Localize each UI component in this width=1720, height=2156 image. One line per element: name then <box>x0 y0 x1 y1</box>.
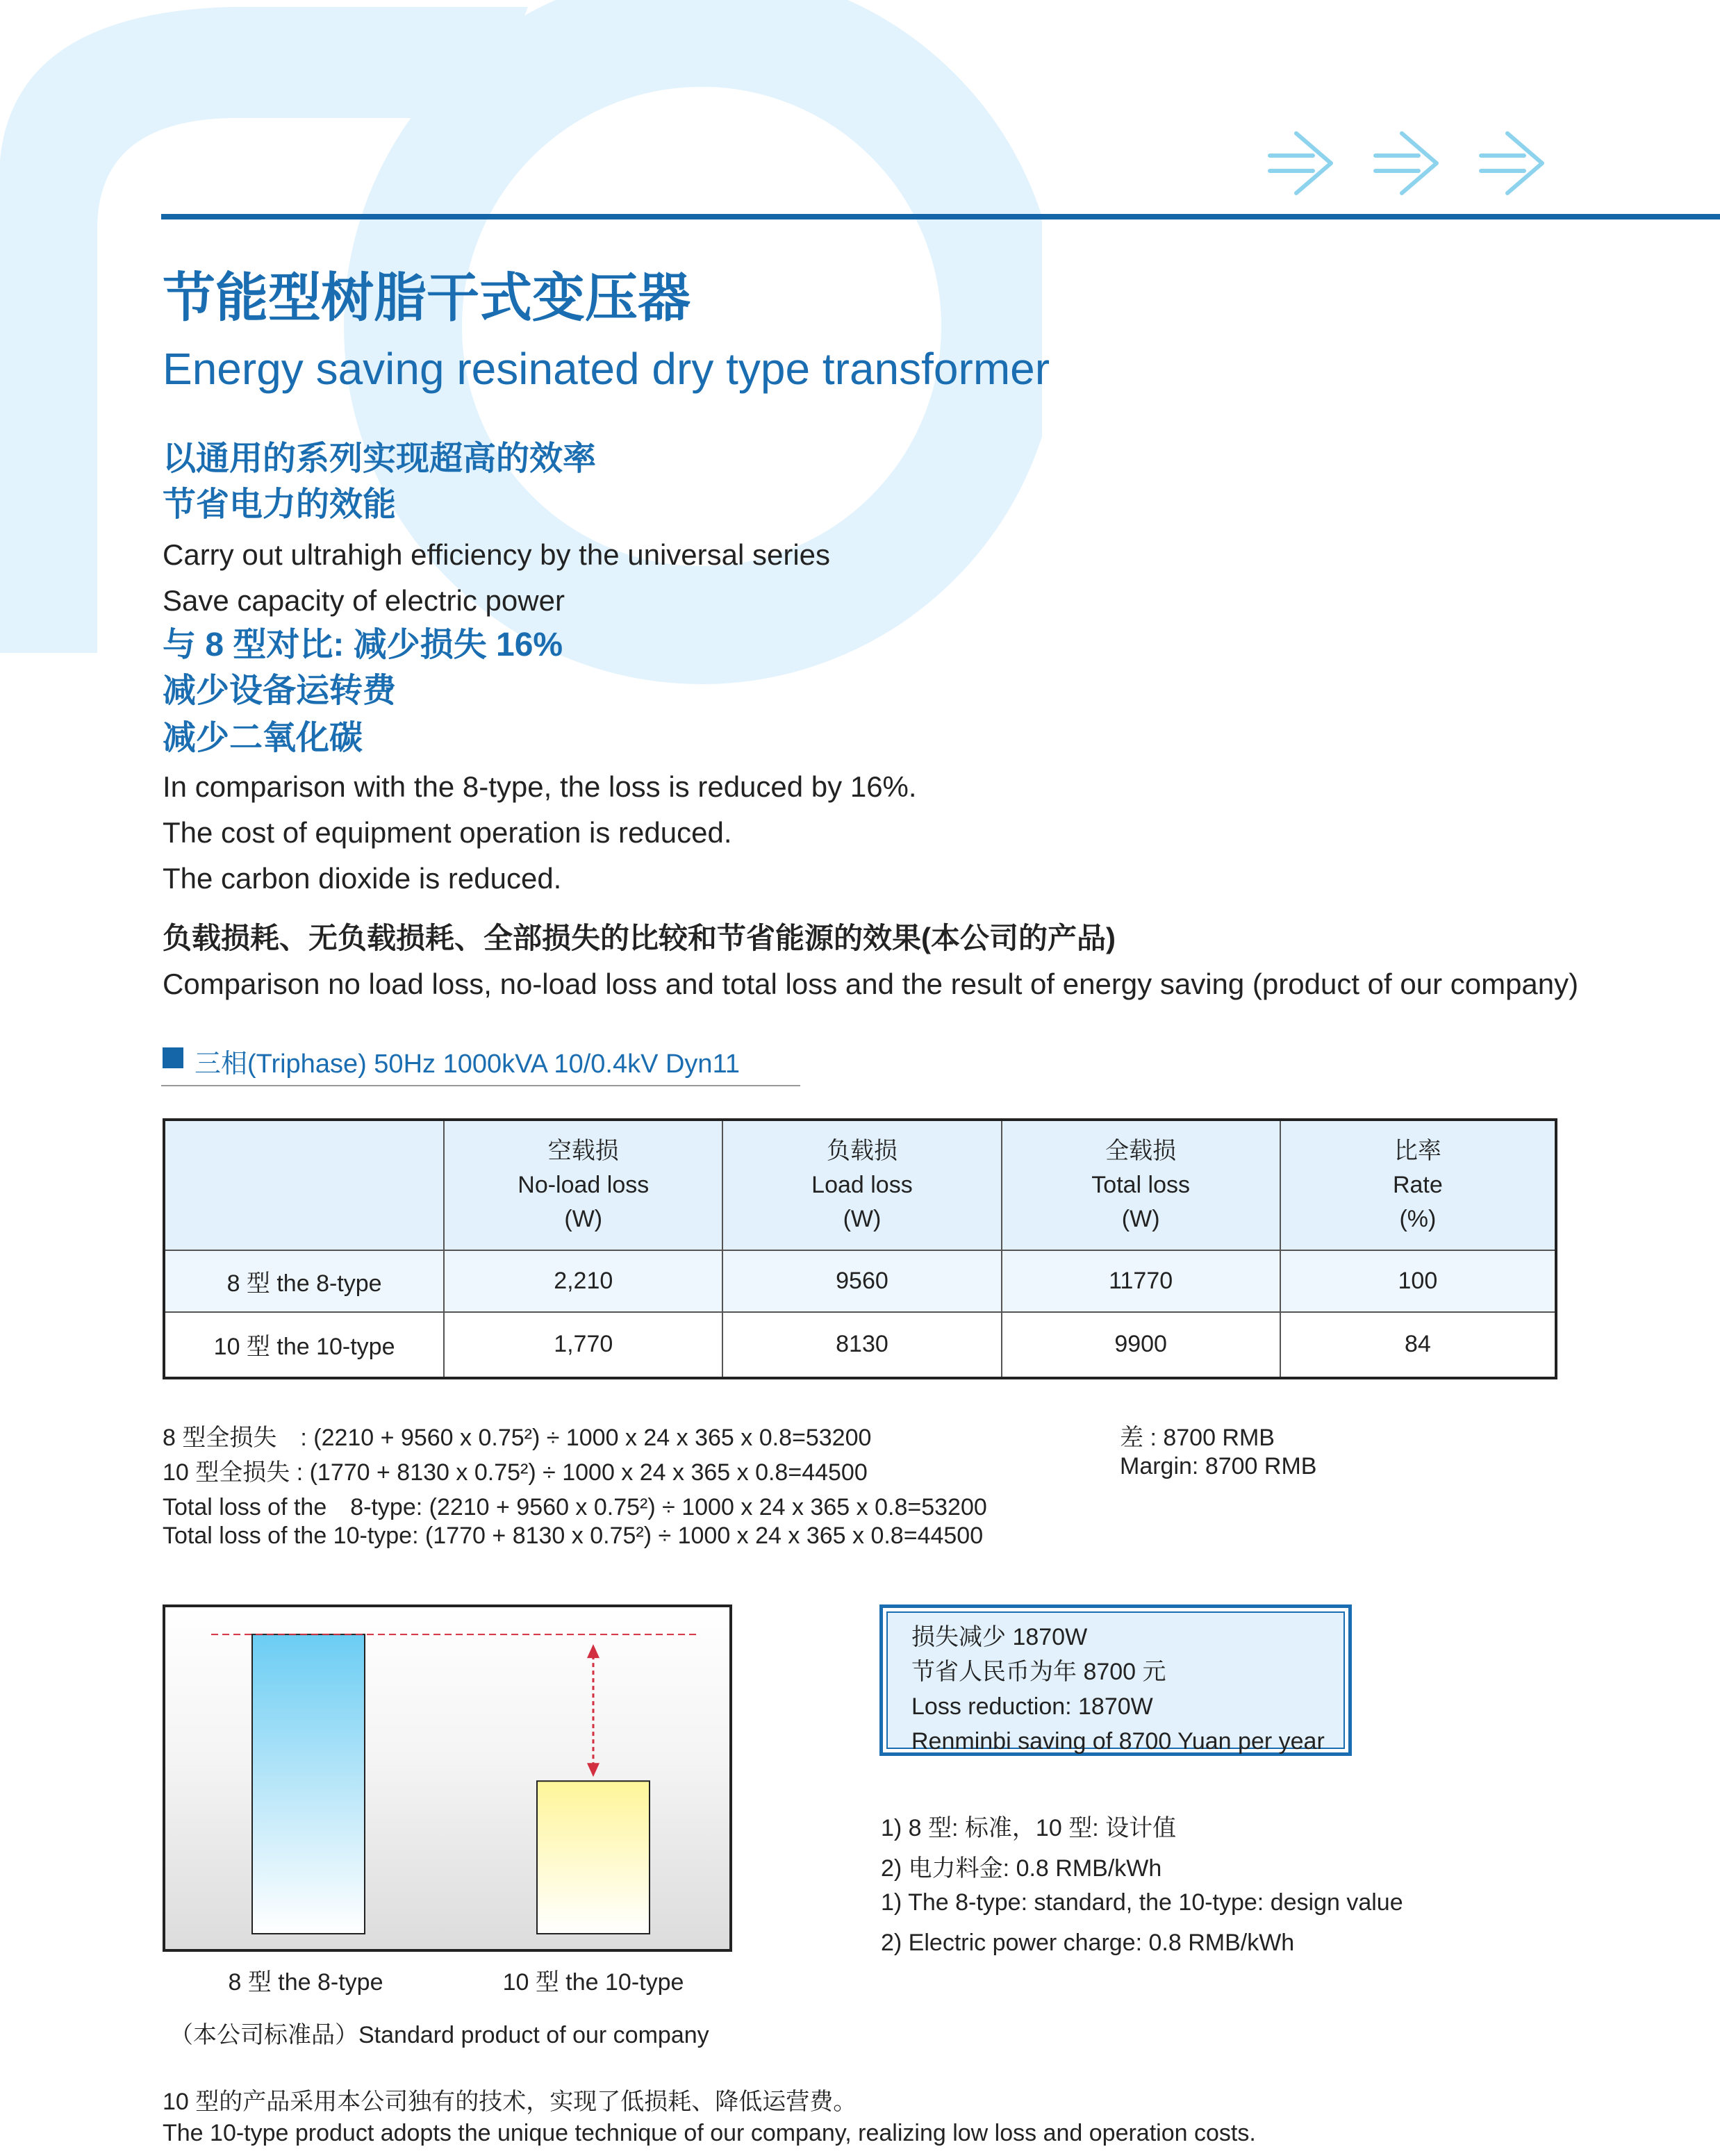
intro-cn-line-2: 节省电力的效能 <box>163 486 397 523</box>
loss-bar-chart <box>163 1604 732 1952</box>
table-row-label: 8 型 the 8-type <box>164 1250 444 1312</box>
chevron-arrow-icon <box>1375 133 1437 193</box>
intro-cn-line-5: 减少二氧化碳 <box>163 720 363 756</box>
header-arrows <box>1264 125 1563 201</box>
table-cell: 100 <box>1280 1250 1556 1312</box>
bar-10-type <box>537 1781 650 1934</box>
note-line-1: 1) 8 型: 标准，10 型: 设计值 <box>881 1815 1177 1841</box>
section-label: 三相(Triphase) 50Hz 1000kVA 10/0.4kV Dyn11 <box>195 1050 741 1079</box>
table-cell: 11770 <box>1002 1250 1280 1312</box>
table-row <box>164 1250 1556 1312</box>
margin-en: Margin: 8700 RMB <box>1120 1453 1317 1479</box>
comparison-heading-en: Comparison no load loss, no-load loss and total loss and the result of energy saving (product of our company) <box>163 968 1579 1000</box>
table-corner-cell <box>164 1120 444 1250</box>
chart-x-label-8-type: 8 型 the 8-type <box>228 1969 383 1996</box>
intro-en-line-3: In comparison with the 8-type, the loss is reduced by 16%. <box>163 770 917 803</box>
savings-info-inner <box>886 1611 1345 1755</box>
table-row-label: 10 型 the 10-type <box>164 1312 444 1378</box>
intro-en-line-1: Carry out ultrahigh efficiency by the universal series <box>163 538 831 571</box>
table-header-total: 全载损 Total loss (W) <box>1002 1120 1280 1250</box>
margin-cn: 差 : 8700 RMB <box>1120 1425 1275 1451</box>
footer-cn: 10 型的产品采用本公司独有的技术，实现了低损耗、降低运营费。 <box>163 2089 857 2115</box>
table-cell: 9560 <box>722 1250 1001 1312</box>
intro-en-line-5: The carbon dioxide is reduced. <box>163 862 562 895</box>
table-row <box>164 1312 1556 1378</box>
table-header-load: 负载损 Load loss (W) <box>722 1120 1001 1250</box>
bar-8-type <box>252 1634 365 1934</box>
chart-caption: （本公司标准品）Standard product of our company <box>169 2022 709 2048</box>
table-cell: 84 <box>1280 1312 1556 1378</box>
calc-line-1: 8 型全损失 : (2210 + 9560 x 0.75²) ÷ 1000 x 24 x 365 x 0.8=53200 <box>163 1425 872 1451</box>
section-square-icon <box>163 1047 183 1068</box>
section-divider <box>161 1085 800 1086</box>
loss-table <box>163 1118 1557 1379</box>
table-header-rate: 比率 Rate (%) <box>1280 1120 1556 1250</box>
table-cell: 1,770 <box>444 1312 722 1378</box>
table-cell: 2,210 <box>444 1250 722 1312</box>
intro-cn-line-1: 以通用的系列实现超高的效率 <box>163 440 597 477</box>
note-line-2: 2) 电力料金: 0.8 RMB/kWh <box>881 1855 1162 1882</box>
calc-line-3: Total loss of the 8-type: (2210 + 9560 x 0.75²) ÷ 1000 x 24 x 365 x 0.8=53200 <box>163 1494 987 1520</box>
chevron-arrow-icon <box>1270 133 1331 193</box>
note-line-4: 2) Electric power charge: 0.8 RMB/kWh <box>881 1930 1295 1956</box>
footer-en: The 10-type product adopts the unique technique of our company, realizing low loss and operation costs. <box>163 2120 1256 2146</box>
header-rule <box>161 214 1720 219</box>
table-cell: 8130 <box>722 1312 1001 1378</box>
table-cell: 9900 <box>1002 1312 1280 1378</box>
page-title-en: Energy saving resinated dry type transformer <box>163 344 1050 394</box>
table-header-no-load: 空载损 No-load loss (W) <box>444 1120 722 1250</box>
chart-x-label-10-type: 10 型 the 10-type <box>502 1969 684 1996</box>
intro-en-line-2: Save capacity of electric power <box>163 584 565 617</box>
table-header-row <box>164 1120 1556 1250</box>
savings-line-2: 节省人民币为年 8700 元 <box>911 1659 1166 1685</box>
comparison-heading-cn: 负载损耗、无负载损耗、全部损失的比较和节省能源的效果(本公司的产品) <box>163 922 1116 954</box>
intro-cn-line-3: 与 8 型对比: 减少损失 16% <box>163 627 563 663</box>
savings-line-1: 损失减少 1870W <box>911 1624 1088 1650</box>
chevron-arrow-icon <box>1481 133 1542 193</box>
intro-cn-line-4: 减少设备运转费 <box>163 672 397 709</box>
intro-en-line-4: The cost of equipment operation is reduced. <box>163 816 732 849</box>
savings-info-box <box>879 1604 1352 1756</box>
note-line-3: 1) The 8-type: standard, the 10-type: design value <box>881 1889 1403 1916</box>
calc-line-2: 10 型全损失 : (1770 + 8130 x 0.75²) ÷ 1000 x 24 x 365 x 0.8=44500 <box>163 1459 868 1486</box>
savings-line-4: Renminbi saving of 8700 Yuan per year <box>911 1728 1325 1755</box>
calc-line-4: Total loss of the 10-type: (1770 + 8130 x 0.75²) ÷ 1000 x 24 x 365 x 0.8=44500 <box>163 1523 984 1549</box>
page-title-cn: 节能型树脂干式变压器 <box>163 269 691 328</box>
savings-line-3: Loss reduction: 1870W <box>911 1693 1153 1720</box>
